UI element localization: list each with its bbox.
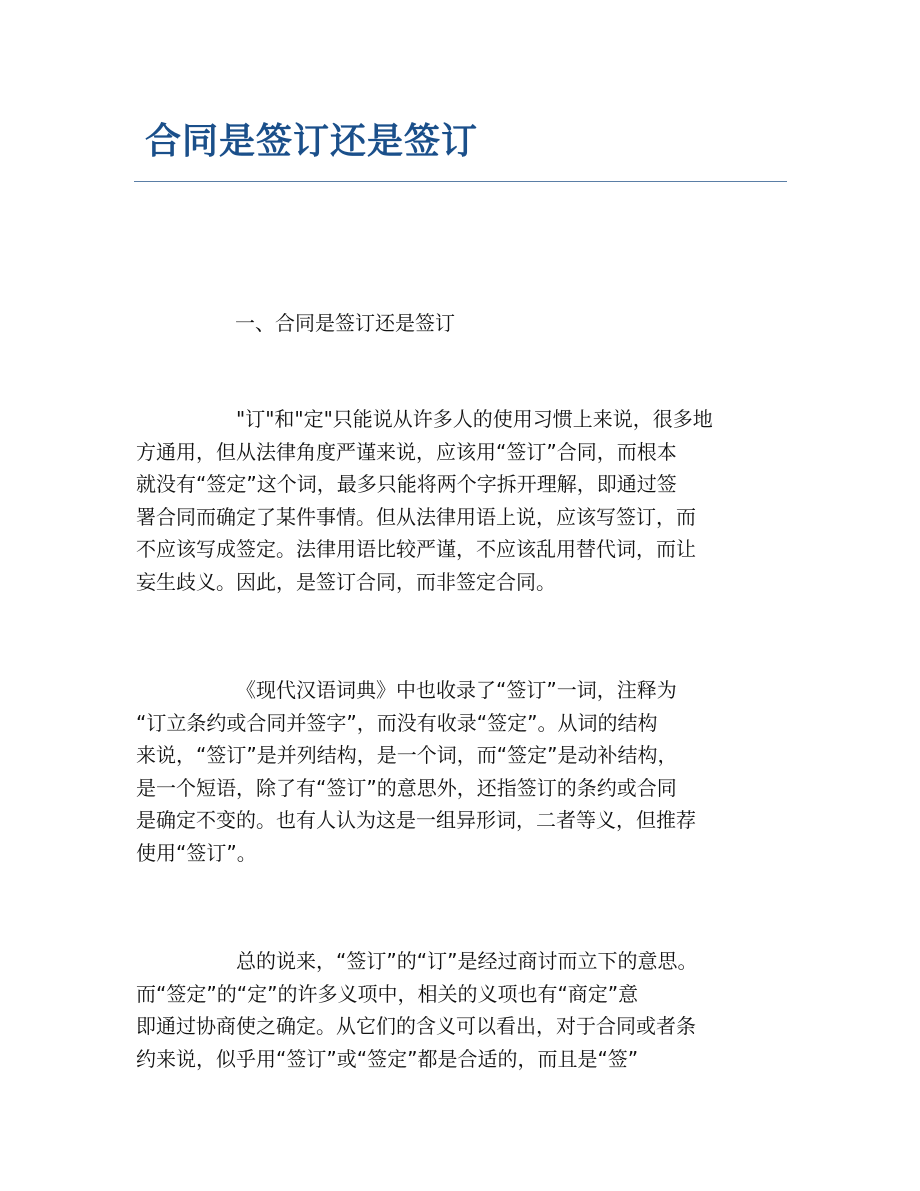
paragraph-line: 使用“签订”。 [136, 840, 257, 865]
paragraph-line: 方通用，但从法律角度严谨来说，应该用“签订”合同，而根本 [136, 439, 677, 464]
paragraph-line: 是一个短语，除了有“签订”的意思外，还指签订的条约或合同 [136, 775, 677, 800]
paragraph-line: 是确定不变的。也有人认为这是一组异形词，二者等义，但推荐 [136, 808, 696, 832]
paragraph-line: "订"和"定"只能说从许多人的使用习惯上来说，很多地 [236, 407, 713, 431]
paragraph-line: 就没有“签定”这个词，最多只能将两个字拆开理解，即通过签 [136, 472, 677, 496]
title-divider [134, 181, 787, 182]
paragraph-line: 约来说，似乎用“签订”或“签定”都是合适的，而且是“签” [136, 1046, 639, 1071]
paragraph-line: 总的说来，“签订”的“订”是经过商讨而立下的意思。 [236, 949, 698, 973]
body-paragraph-1 [136, 403, 796, 598]
body-paragraph-3 [136, 945, 796, 1075]
paragraph-line: 署合同而确定了某件事情。但从法律用语上说，应该写签订，而 [136, 504, 696, 529]
paragraph-line: 妄生歧义。因此，是签订合同，而非签定合同。 [136, 569, 556, 594]
document-title: 合同是签订还是签订 [145, 121, 479, 162]
body-paragraph-2 [136, 674, 796, 869]
paragraph-line: 而“签定”的“定”的许多义项中，相关的义项也有“商定”意 [136, 981, 639, 1006]
paragraph-line: 即通过协商使之确定。从它们的含义可以看出，对于合同或者条 [136, 1014, 696, 1038]
paragraph-line: 《现代汉语词典》中也收录了“签订”一词，注释为 [236, 678, 677, 702]
paragraph-line: 来说，“签订”是并列结构，是一个词，而“签定”是动补结构， [136, 743, 678, 767]
paragraph-line: 不应该写成签定。法律用语比较严谨，不应该乱用替代词，而让 [136, 537, 696, 561]
paragraph-line: “订立条约或合同并签字”，而没有收录“签定”。从词的结构 [136, 710, 658, 735]
section-heading: 一、合同是签订还是签订 [235, 311, 455, 335]
